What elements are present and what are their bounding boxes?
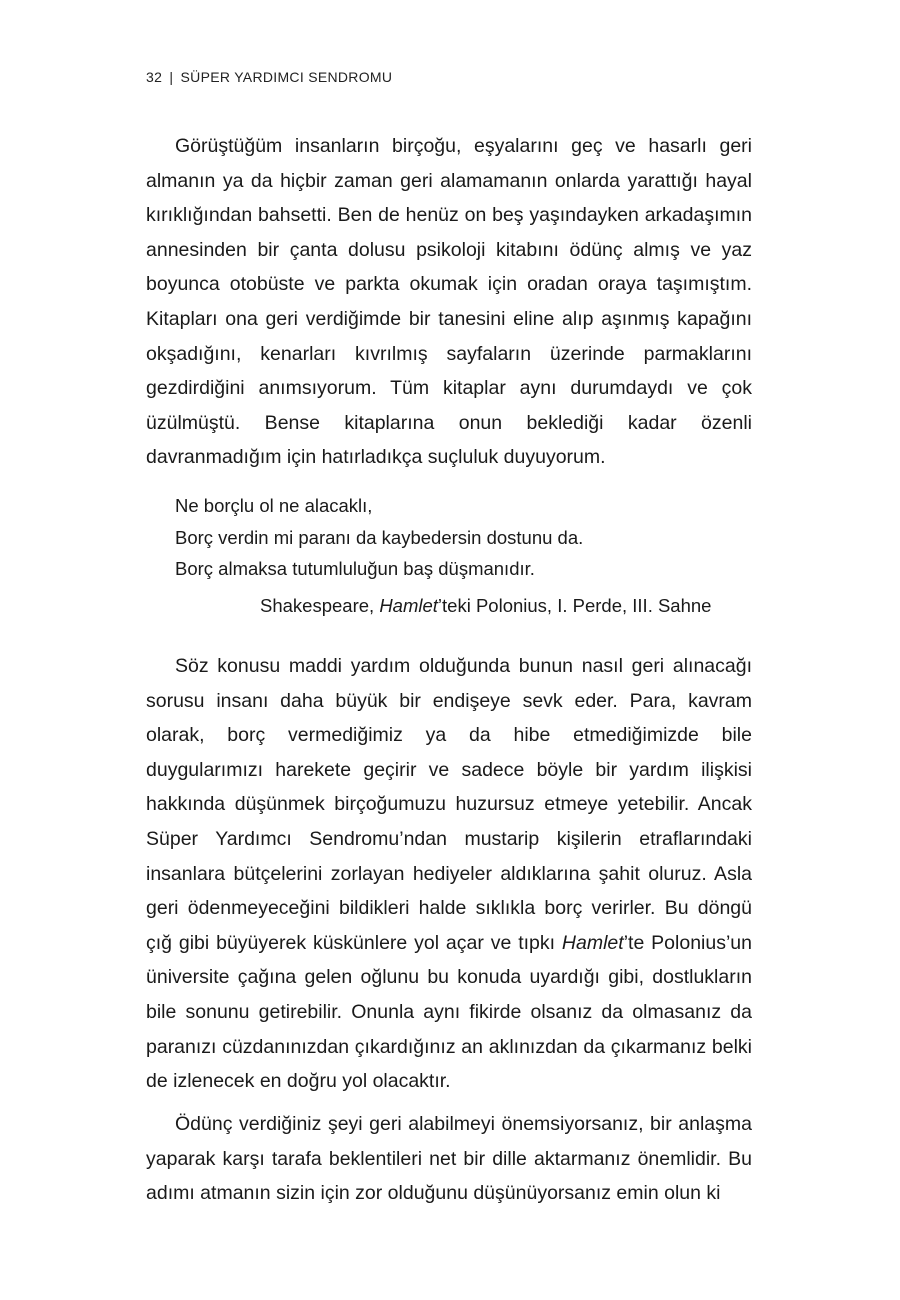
paragraph-3-block xyxy=(146,1107,752,1211)
attribution-work: Hamlet xyxy=(379,595,438,616)
header-separator: | xyxy=(169,69,174,85)
quote-line-1: Ne borçlu ol ne alacaklı, xyxy=(175,495,373,516)
epigraph-quote xyxy=(175,490,735,585)
quote-attribution xyxy=(260,592,711,620)
paragraph-3: Ödünç verdiğiniz şeyi geri alabilmeyi önemsiyorsanız, bir anlaşma yaparak karşı tarafa beklentileri net bir dille aktarmanız önemlidir. Bu adımı atmanın sizin için zor olduğunu düşünüyorsanız emin olun ki xyxy=(146,1113,752,1205)
page-number: 32 xyxy=(146,69,163,85)
paragraph-1: Görüştüğüm insanların birçoğu, eşyalarını geç ve hasarlı geri almanın ya da hiçbir zaman geri alamamanın onlarda yarattığı hayal kırıklığından bahsetti. Ben de henüz on beş yaşındayken arkadaşımın annesinden bir çanta dolusu psikoloji kitabını ödünç almış ve yaz boyunca otobüste ve parkta okumak için oradan oraya taşımıştım. Kitapları ona geri verdiğimde bir tanesini eline alıp aşınmış kapağını okşadığını, kenarları kıvrılmış sayfaların üzerinde parmaklarını gezdirdiğini anımsıyorum. Tüm kitaplar aynı durumdaydı ve çok üzülmüştü. Bense kitaplarına onun beklediği kadar özenli davranmadığım için hatırladıkça suçluluk duyuyorum. xyxy=(146,135,752,469)
quote-line-3: Borç almaksa tutumluluğun baş düşmanıdır. xyxy=(175,558,535,579)
running-head xyxy=(146,69,392,85)
paragraph-2-italic-title: Hamlet xyxy=(561,931,624,954)
book-title: SÜPER YARDIMCI SENDROMU xyxy=(180,69,393,85)
paragraph-2-text-b: ’te Polonius’un üniversite çağına gelen oğlunu bu konuda uyardığı gibi, dostlukların bile sonunu getirebilir. Onunla aynı fikirde olsanız da olmasanız da paranızı cüzdanınızdan çıkardığınız an aklınızdan da çıkarmanız belki de izlenecek en doğru yol olacaktır. xyxy=(146,931,752,1093)
paragraph-1-block xyxy=(146,129,752,475)
paragraph-2-text-a: Söz konusu maddi yardım olduğunda bunun nasıl geri alınacağı sorusu insanı daha büyük bir endişeye sevk eder. Para, kavram olarak, borç vermediğimiz ya da hibe etmediğimizde bile duygularımızı harekete geçirir ve sadece böyle bir yardım ilişkisi hakkında düşünmek birçoğumuzu huzursuz etmeye yetebilir. Ancak Süper Yardımcı Sendromu’ndan mustarip kişilerin etraflarındaki insanlara bütçelerini zorlayan hediyeler aldıklarına şahit oluruz. Asla geri ödenmeyeceğini bildikleri halde sıklıkla borç verirler. Bu döngü çığ gibi büyüyerek küskünlere yol açar ve tıpkı xyxy=(146,655,752,954)
paragraph-2 xyxy=(146,649,752,1099)
attribution-rest: ’teki Polonius, I. Perde, III. Sahne xyxy=(437,595,712,616)
attribution-author: Shakespeare, xyxy=(260,595,380,616)
paragraph-2-block xyxy=(146,649,752,1099)
quote-line-2: Borç verdin mi paranı da kaybedersin dostunu da. xyxy=(175,526,584,548)
